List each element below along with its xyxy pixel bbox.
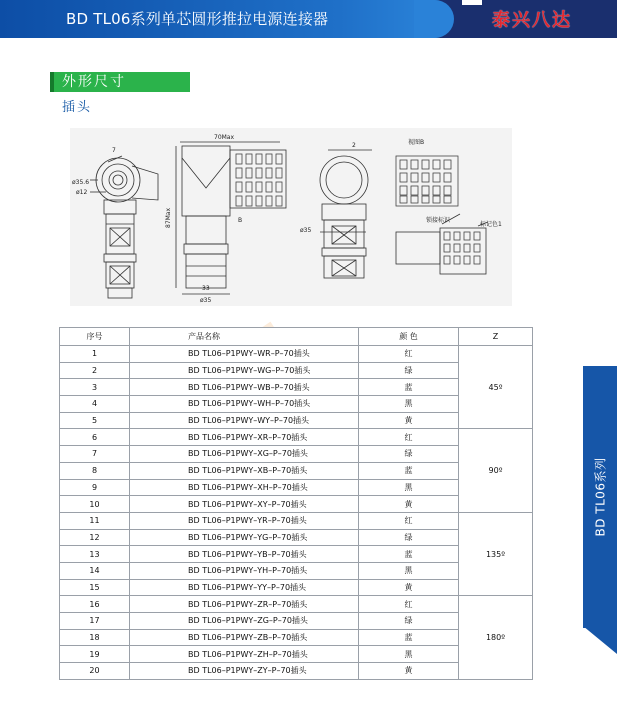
row-no: 8: [60, 462, 130, 479]
dim-label: 33: [202, 285, 210, 292]
row-name: BD TL06–P1PWY–WR–P–70插头: [130, 346, 359, 363]
series-side-label: [583, 366, 617, 628]
row-name: BD TL06–P1PWY–WG–P–70插头: [130, 362, 359, 379]
row-name: BD TL06–P1PWY–YH–P–70插头: [130, 562, 359, 579]
row-no: 14: [60, 562, 130, 579]
row-color: 蓝: [359, 546, 459, 563]
row-no: 12: [60, 529, 130, 546]
row-color: 黄: [359, 663, 459, 680]
dim-label: 视图B: [408, 139, 425, 146]
row-name: BD TL06–P1PWY–ZB–P–70插头: [130, 629, 359, 646]
section-subtitle: 插头: [62, 100, 93, 115]
page-header: [0, 0, 617, 38]
dim-label: B: [238, 217, 243, 224]
row-no: 3: [60, 379, 130, 396]
row-color: 黄: [359, 496, 459, 513]
section-accent: [50, 72, 54, 92]
row-color: 蓝: [359, 629, 459, 646]
row-name: BD TL06–P1PWY–ZR–P–70插头: [130, 596, 359, 613]
row-no: 19: [60, 646, 130, 663]
header-no: 序号: [60, 328, 130, 346]
row-no: 7: [60, 446, 130, 463]
row-name: BD TL06–P1PWY–YR–P–70插头: [130, 512, 359, 529]
row-color: 绿: [359, 446, 459, 463]
row-color: 蓝: [359, 462, 459, 479]
row-color: 绿: [359, 362, 459, 379]
row-no: 10: [60, 496, 130, 513]
brand-tag: [462, 0, 482, 5]
row-color: 黑: [359, 646, 459, 663]
z-group: 180º: [459, 596, 533, 679]
header-title: BD TL06系列单芯圆形推拉电源连接器: [66, 10, 329, 28]
dim-label: 标记色1: [480, 221, 502, 228]
header-color: 颜 色: [359, 328, 459, 346]
row-name: BD TL06–P1PWY–XG–P–70插头: [130, 446, 359, 463]
dim-label: 2: [352, 142, 356, 149]
drawing-svg: [70, 128, 512, 306]
row-no: 20: [60, 663, 130, 680]
row-no: 9: [60, 479, 130, 496]
z-group: 135º: [459, 512, 533, 595]
row-no: 1: [60, 346, 130, 363]
row-color: 黄: [359, 579, 459, 596]
row-name: BD TL06–P1PWY–ZG–P–70插头: [130, 613, 359, 630]
z-group: 90º: [459, 429, 533, 512]
row-color: 绿: [359, 529, 459, 546]
row-color: 黑: [359, 396, 459, 413]
dim-label: 70Max: [214, 134, 235, 141]
row-name: BD TL06–P1PWY–XB–P–70插头: [130, 462, 359, 479]
brand-name: 泰兴八达: [492, 10, 572, 31]
row-name: BD TL06–P1PWY–XY–P–70插头: [130, 496, 359, 513]
row-name: BD TL06–P1PWY–YG–P–70插头: [130, 529, 359, 546]
row-no: 5: [60, 412, 130, 429]
table-row: [60, 429, 533, 446]
header-name: 产品名称: [130, 328, 359, 346]
row-name: BD TL06–P1PWY–XH–P–70插头: [130, 479, 359, 496]
row-color: 红: [359, 346, 459, 363]
row-name: BD TL06–P1PWY–WY–P–70插头: [130, 412, 359, 429]
row-name: BD TL06–P1PWY–WB–P–70插头: [130, 379, 359, 396]
dim-label: ø35.6: [72, 179, 90, 186]
technical-drawing: [70, 128, 512, 306]
dim-label: ø12: [76, 189, 88, 196]
z-group: 45º: [459, 346, 533, 429]
row-color: 黑: [359, 562, 459, 579]
section-title: 外形尺寸: [50, 72, 190, 92]
table-header-row: [60, 328, 533, 346]
row-no: 15: [60, 579, 130, 596]
series-label-text: BD TL06系列: [593, 457, 608, 537]
row-no: 16: [60, 596, 130, 613]
row-no: 11: [60, 512, 130, 529]
row-no: 13: [60, 546, 130, 563]
row-color: 黄: [359, 412, 459, 429]
row-color: 红: [359, 596, 459, 613]
table-row: [60, 512, 533, 529]
row-color: 绿: [359, 613, 459, 630]
table-row: [60, 596, 533, 613]
row-name: BD TL06–P1PWY–ZY–P–70插头: [130, 663, 359, 680]
dim-label: ø35: [200, 297, 212, 304]
row-no: 6: [60, 429, 130, 446]
row-color: 蓝: [359, 379, 459, 396]
row-no: 4: [60, 396, 130, 413]
row-no: 18: [60, 629, 130, 646]
row-no: 2: [60, 362, 130, 379]
product-table: [59, 327, 533, 680]
row-color: 黑: [359, 479, 459, 496]
dim-label: 锁接标识: [426, 217, 451, 224]
row-color: 红: [359, 429, 459, 446]
dim-label: 87Max: [165, 207, 172, 228]
row-no: 17: [60, 613, 130, 630]
table-row: [60, 346, 533, 363]
row-name: BD TL06–P1PWY–WH–P–70插头: [130, 396, 359, 413]
row-name: BD TL06–P1PWY–ZH–P–70插头: [130, 646, 359, 663]
row-name: BD TL06–P1PWY–YY–P–70插头: [130, 579, 359, 596]
row-color: 红: [359, 512, 459, 529]
row-name: BD TL06–P1PWY–XR–P–70插头: [130, 429, 359, 446]
dim-label: 7: [112, 147, 116, 154]
row-name: BD TL06–P1PWY–YB–P–70插头: [130, 546, 359, 563]
header-z: Z: [459, 328, 533, 346]
side-tab-tail: [583, 626, 617, 654]
dim-label: ø35: [300, 227, 312, 234]
